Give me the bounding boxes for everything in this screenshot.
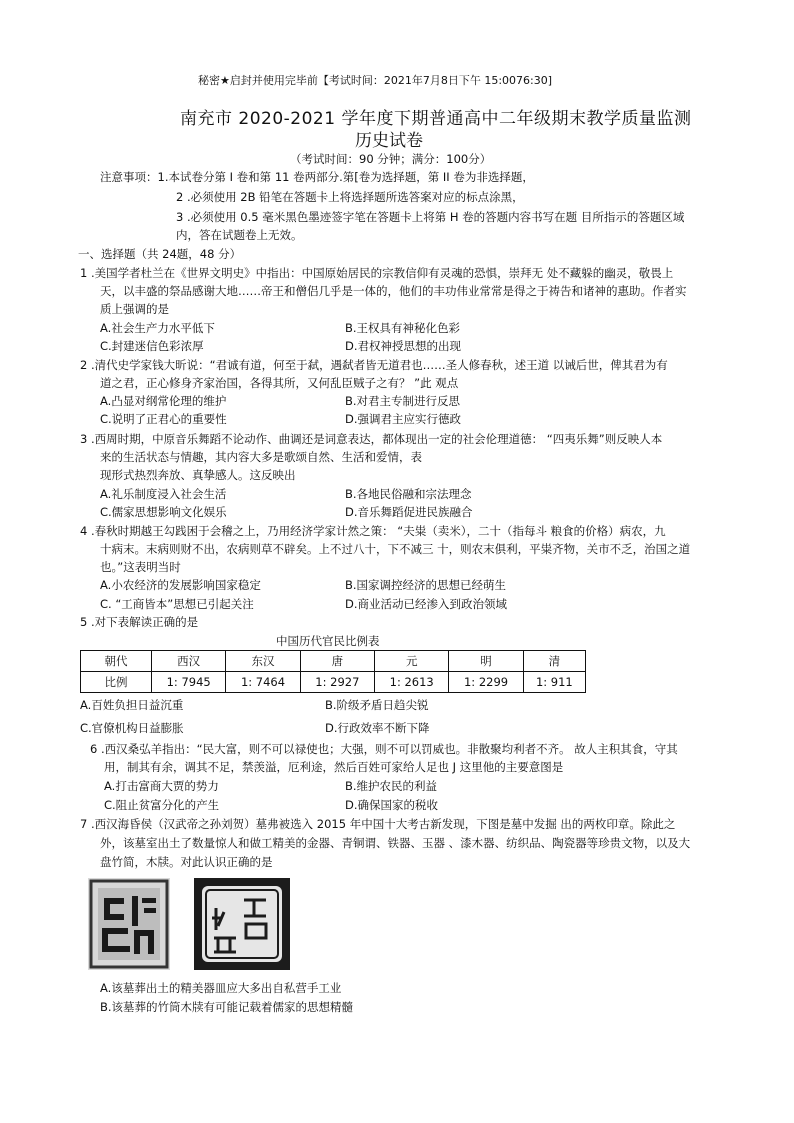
table-header-cell: 唐 bbox=[300, 651, 374, 672]
question-4-line-3: 也。”这表明当时 bbox=[100, 560, 181, 574]
question-5-option-b: B.阶级矛盾日趋尖锐 bbox=[325, 698, 429, 712]
question-7-line-2: 外，该墓室出土了数量惊人和做工精美的金器、青铜谓、铁器、玉器 、漆木器、纺织品、陶瓷器等珍贵文物，以及大 bbox=[100, 836, 691, 850]
question-4-option-d: D.商业活动已经渗入到政治领域 bbox=[345, 597, 508, 611]
question-1-option-a: A.社会生产力水平低下 bbox=[100, 321, 215, 335]
secret-line: 秘密★启封并使用完毕前【考试时间：2021年7月8日下午 15:0076:30] bbox=[198, 74, 553, 87]
question-3-option-d: D.音乐舞蹈促进民族融合 bbox=[345, 505, 473, 519]
table-cell: 1: 2299 bbox=[449, 672, 523, 693]
note-3: 3 .必须使用 0.5 毫米黑色墨迹签字笔在答题卡上将第 H 卷的答题内容书写在题 目所指示的答题区域 bbox=[176, 210, 685, 224]
question-3-option-c: C.儒家思想影响文化娱乐 bbox=[100, 505, 227, 519]
question-5-option-c: C.官僚机构日益膨胀 bbox=[80, 721, 184, 735]
question-3-option-a: A.礼乐制度浸入社会生活 bbox=[100, 487, 227, 501]
question-7-line-3: 盘竹简，木牍。对此认识正确的是 bbox=[100, 855, 273, 869]
page-subtitle: 历史试卷 bbox=[355, 131, 423, 151]
question-1-line-2: 天，以丰盛的祭品感谢大地……帝王和僧侣几乎是一体的，他们的丰功伟业常常是得之于祷告和诸神的惠助。作者实 bbox=[100, 284, 687, 298]
table-cell: 1: 911 bbox=[523, 672, 585, 693]
seal-image-right bbox=[194, 878, 290, 970]
question-1-line-3: 质上强调的是 bbox=[100, 302, 169, 316]
table-title: 中国历代官民比例表 bbox=[276, 634, 380, 648]
question-6-option-c: C.阻止贫富分化的产生 bbox=[104, 798, 220, 812]
seal-image-left bbox=[88, 878, 170, 970]
question-1-option-d: D.君权神授思想的出现 bbox=[345, 339, 462, 353]
question-4-option-a: A.小农经济的发展影响国家稳定 bbox=[100, 578, 261, 592]
question-3-line-2: 来的生活状态与情趣，其内容大多是歌颂自然、生活和爱情，表 bbox=[100, 450, 422, 464]
question-4-option-c: C. “工商皆本”思想已引起关注 bbox=[100, 597, 254, 611]
question-5-option-a: A.百姓负担日益沉重 bbox=[80, 698, 184, 712]
question-7-option-b: B.该墓葬的竹筒木牍有可能记载着儒家的思想精髓 bbox=[100, 1000, 354, 1014]
page-title: 南充市 2020-2021 学年度下期普通高中二年级期末教学质量监测 bbox=[180, 109, 692, 129]
question-6-option-b: B.维护农民的利益 bbox=[345, 779, 438, 793]
question-2-option-c: C.说明了正君心的重要性 bbox=[100, 412, 227, 426]
question-7-option-a: A.该墓葬出土的精美器皿应大多出自私营手工业 bbox=[100, 981, 342, 995]
question-5-line-1: 5 .对下表解读正确的是 bbox=[80, 615, 199, 629]
section-heading: 一、选择题（共 24题，48 分） bbox=[78, 247, 242, 261]
question-6-option-a: A.打击富商大贾的势力 bbox=[104, 779, 219, 793]
question-6-line-2: 用，制其有余，调其不足，禁羡溢，厄利途，然后百姓可家给人足也 J 这里他的主要意图是 bbox=[104, 760, 564, 774]
exam-info: （考试时间：90 分钟；满分：100分） bbox=[290, 152, 492, 166]
question-1-line-1: 1 .美国学者杜兰在《世界文明史》中指出：中国原始居民的宗教信仰有灵魂的恐惧，崇拜无 处不藏躲的幽灵，敬畏上 bbox=[80, 266, 674, 280]
table-cell: 1: 7464 bbox=[226, 672, 300, 693]
question-6-option-d: D.确保国家的税收 bbox=[345, 798, 439, 812]
table-header-cell: 明 bbox=[449, 651, 523, 672]
question-4-option-b: B.国家调控经济的思想已经萌生 bbox=[345, 578, 507, 592]
table-header-cell: 西汉 bbox=[152, 651, 226, 672]
ratio-table bbox=[80, 650, 586, 693]
table-cell: 1: 7945 bbox=[152, 672, 226, 693]
question-3-option-b: B.各地民俗融和宗法理念 bbox=[345, 487, 472, 501]
question-2-line-2: 道之君，正心修身齐家治国，各得其所，又何乱臣贼子之有？ ”此 观点 bbox=[100, 376, 459, 390]
question-6-line-1: 6 .西汉桑弘羊指出：“民大富，则不可以禄使也；大强，则不可以罚威也。非散聚均利者不齐。 故人主积其食，守其 bbox=[90, 742, 678, 756]
note-1: 注意事项：1.本试卷分第 I 卷和第 11 卷两部分.第[卷为选择题，第 II 卷为非选择题， bbox=[100, 170, 534, 184]
table-cell: 1: 2927 bbox=[300, 672, 374, 693]
table-header-cell: 清 bbox=[523, 651, 585, 672]
table-header-cell: 朝代 bbox=[81, 651, 152, 672]
question-5-option-d: D.行政效率不断下降 bbox=[325, 721, 430, 735]
table-row bbox=[81, 672, 586, 693]
question-4-line-2: 十病末。末病则财不出，农病则草不辟矣。上不过八十，下不减三 十，则农末俱利，平粜齐物，关市不乏，治国之道 bbox=[100, 542, 691, 556]
question-2-option-a: A.凸显对纲常伦理的维护 bbox=[100, 394, 227, 408]
question-3-line-1: 3 .西周时期，中原音乐舞蹈不论动作、曲调还是词意表达，都体现出一定的社会伦理道德： “四夷乐舞”则反映人本 bbox=[80, 432, 663, 446]
note-3-cont: 内，答在试题卷上无效。 bbox=[176, 228, 303, 242]
question-2-line-1: 2 .清代史学家钱大昕说：“君诚有道，何至于弑，遇弑者皆无道君也……圣人修春秋，述王道 以诫后世，俾其君为有 bbox=[80, 358, 668, 372]
question-1-option-b: B.王权具有神秘化色彩 bbox=[345, 321, 461, 335]
table-header-cell: 元 bbox=[375, 651, 449, 672]
question-1-option-c: C.封建迷信色彩浓厚 bbox=[100, 339, 204, 353]
question-3-line-3: 现形式热烈奔放、真挚感人。这反映出 bbox=[100, 468, 296, 482]
question-7-line-1: 7 .西汉海昏侯（汉武帝之孙刘贺）墓弗被选入 2015 年中国十大考古新发现，下图是墓中发掘 出的两枚印章。除此之 bbox=[80, 817, 676, 831]
question-2-option-b: B.对君主专制进行反思 bbox=[345, 394, 461, 408]
table-header-cell: 东汉 bbox=[226, 651, 300, 672]
question-4-line-1: 4 .春秋时期越王勾践困于会稽之上，乃用经济学家计然之策： “夫粜（卖米），二十（指每斗 粮食的价格）病农，九 bbox=[80, 524, 666, 538]
table-cell: 比例 bbox=[81, 672, 152, 693]
note-2: 2 .必须使用 2B 铅笔在答题卡上将选择题所选答案对应的标点涂黑， bbox=[176, 190, 524, 204]
table-cell: 1: 2613 bbox=[375, 672, 449, 693]
table-header-row bbox=[81, 651, 586, 672]
question-2-option-d: D.强调君主应实行德政 bbox=[345, 412, 462, 426]
